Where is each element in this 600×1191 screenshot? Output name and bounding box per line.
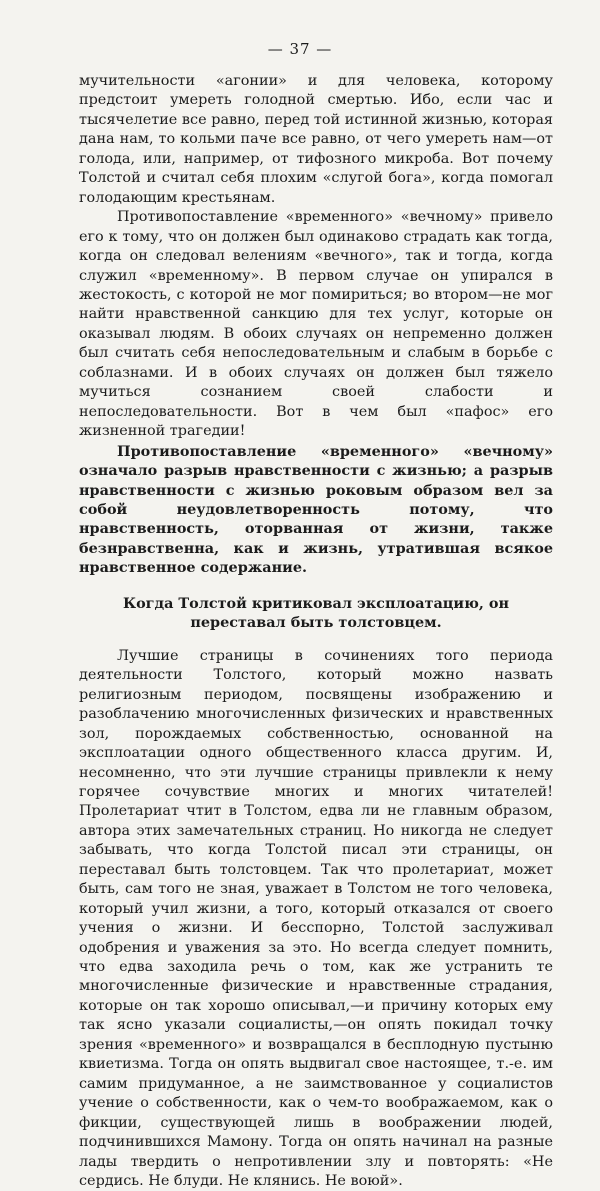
page-number: — 37 — (267, 40, 333, 58)
emphasized-paragraph: Противопоставление «временного» «вечному» означало разрыв нравственности с жизнью; а разрыв нравственности с жизнью роковым образом вел за собой неудовлетворенность потому, что нравственность, оторванная от жизни, также безнравственна, как и жизнь, утратившая всякое нравственное содержание. (79, 442, 553, 577)
paragraph: мучительности «агонии» и для человека, которому предстоит умереть голодной смертью. Ибо, если час и тысячелетие все равно, перед той истинной жизнью, которая дана нам, то кольми паче все равно, от чего умереть нам—от голода, или, например, от тифозного микроба. Вот почему Толстой и считал себя плохим «слугой бога», когда помогал голодающим крестьянам. (79, 73, 553, 206)
body-text (79, 72, 553, 1191)
paragraph: Противопоставление «временного» «вечному» привело его к тому, что он должен был одинаково страдать как тогда, когда он следовал велениям «вечного», так и тогда, когда служил «временному». В первом случае он упирался в жестокость, с которой не мог помириться; во втором—не мог найти нравственной санкцию для тех услуг, которые он оказывал людям. В обоих случаях он непременно должен был считать себя непоследовательным и слабым в борьбе с соблазнами. И в обоих случаях он должен был тяжело мучиться сознанием своей слабости и непоследовательности. Вот в чем был «пафос» его жизненной трагедии! (79, 209, 553, 440)
section-heading: Когда Толстой критиковал эксплоатацию, он переставал быть толстовцем. (122, 594, 509, 631)
paragraph: Лучшие страницы в сочинениях того периода деятельности Толстого, который можно назвать религиозным периодом, посвящены изображению и разоблачению многочисленных физических и нравственных зол, порождаемых собственностью, основанной на эксплоатации одного общественного класса другим. И, несомненно, что эти лучшие страницы привлекли к нему горячее сочувствие многих и многих читателей! Пролетариат чтит в Толстом, едва ли не главным образом, автора этих замечательных страниц. Но никогда не следует забывать, что когда Толстой писал эти страницы, он переставал быть толстовцем. Так что пролетариат, может быть, сам того не зная, уважает в Толстом не того человека, который учил жизни, а того, который отказался от своего учения о жизни. И бесспорно, Толстой заслуживал одобрения и уважения за это. Но всегда следует помнить, что едва заходила речь о том, как же устранить те многочисленные физические и нравственные страдания, которые он так хорошо описывал,—и причину которых ему так ясно указали социалисты,—он опять покидал точку зрения «временного» и возвращался в бесплодную пустыню квиетизма. Тогда он опять выдвигал свое настоящее, т.-е. им самим придуманное, а не заимствованное у социалистов учение о собственности, как о чем-то воображаемом, как о фикции, существующей лишь в воображении людей, подчинившихся Мамону. Тогда он опять начинал на разные лады твердить о непротивлении злу и повторять: «Не сердись. Не блуди. Не клянись. Не воюй». (79, 647, 553, 1190)
